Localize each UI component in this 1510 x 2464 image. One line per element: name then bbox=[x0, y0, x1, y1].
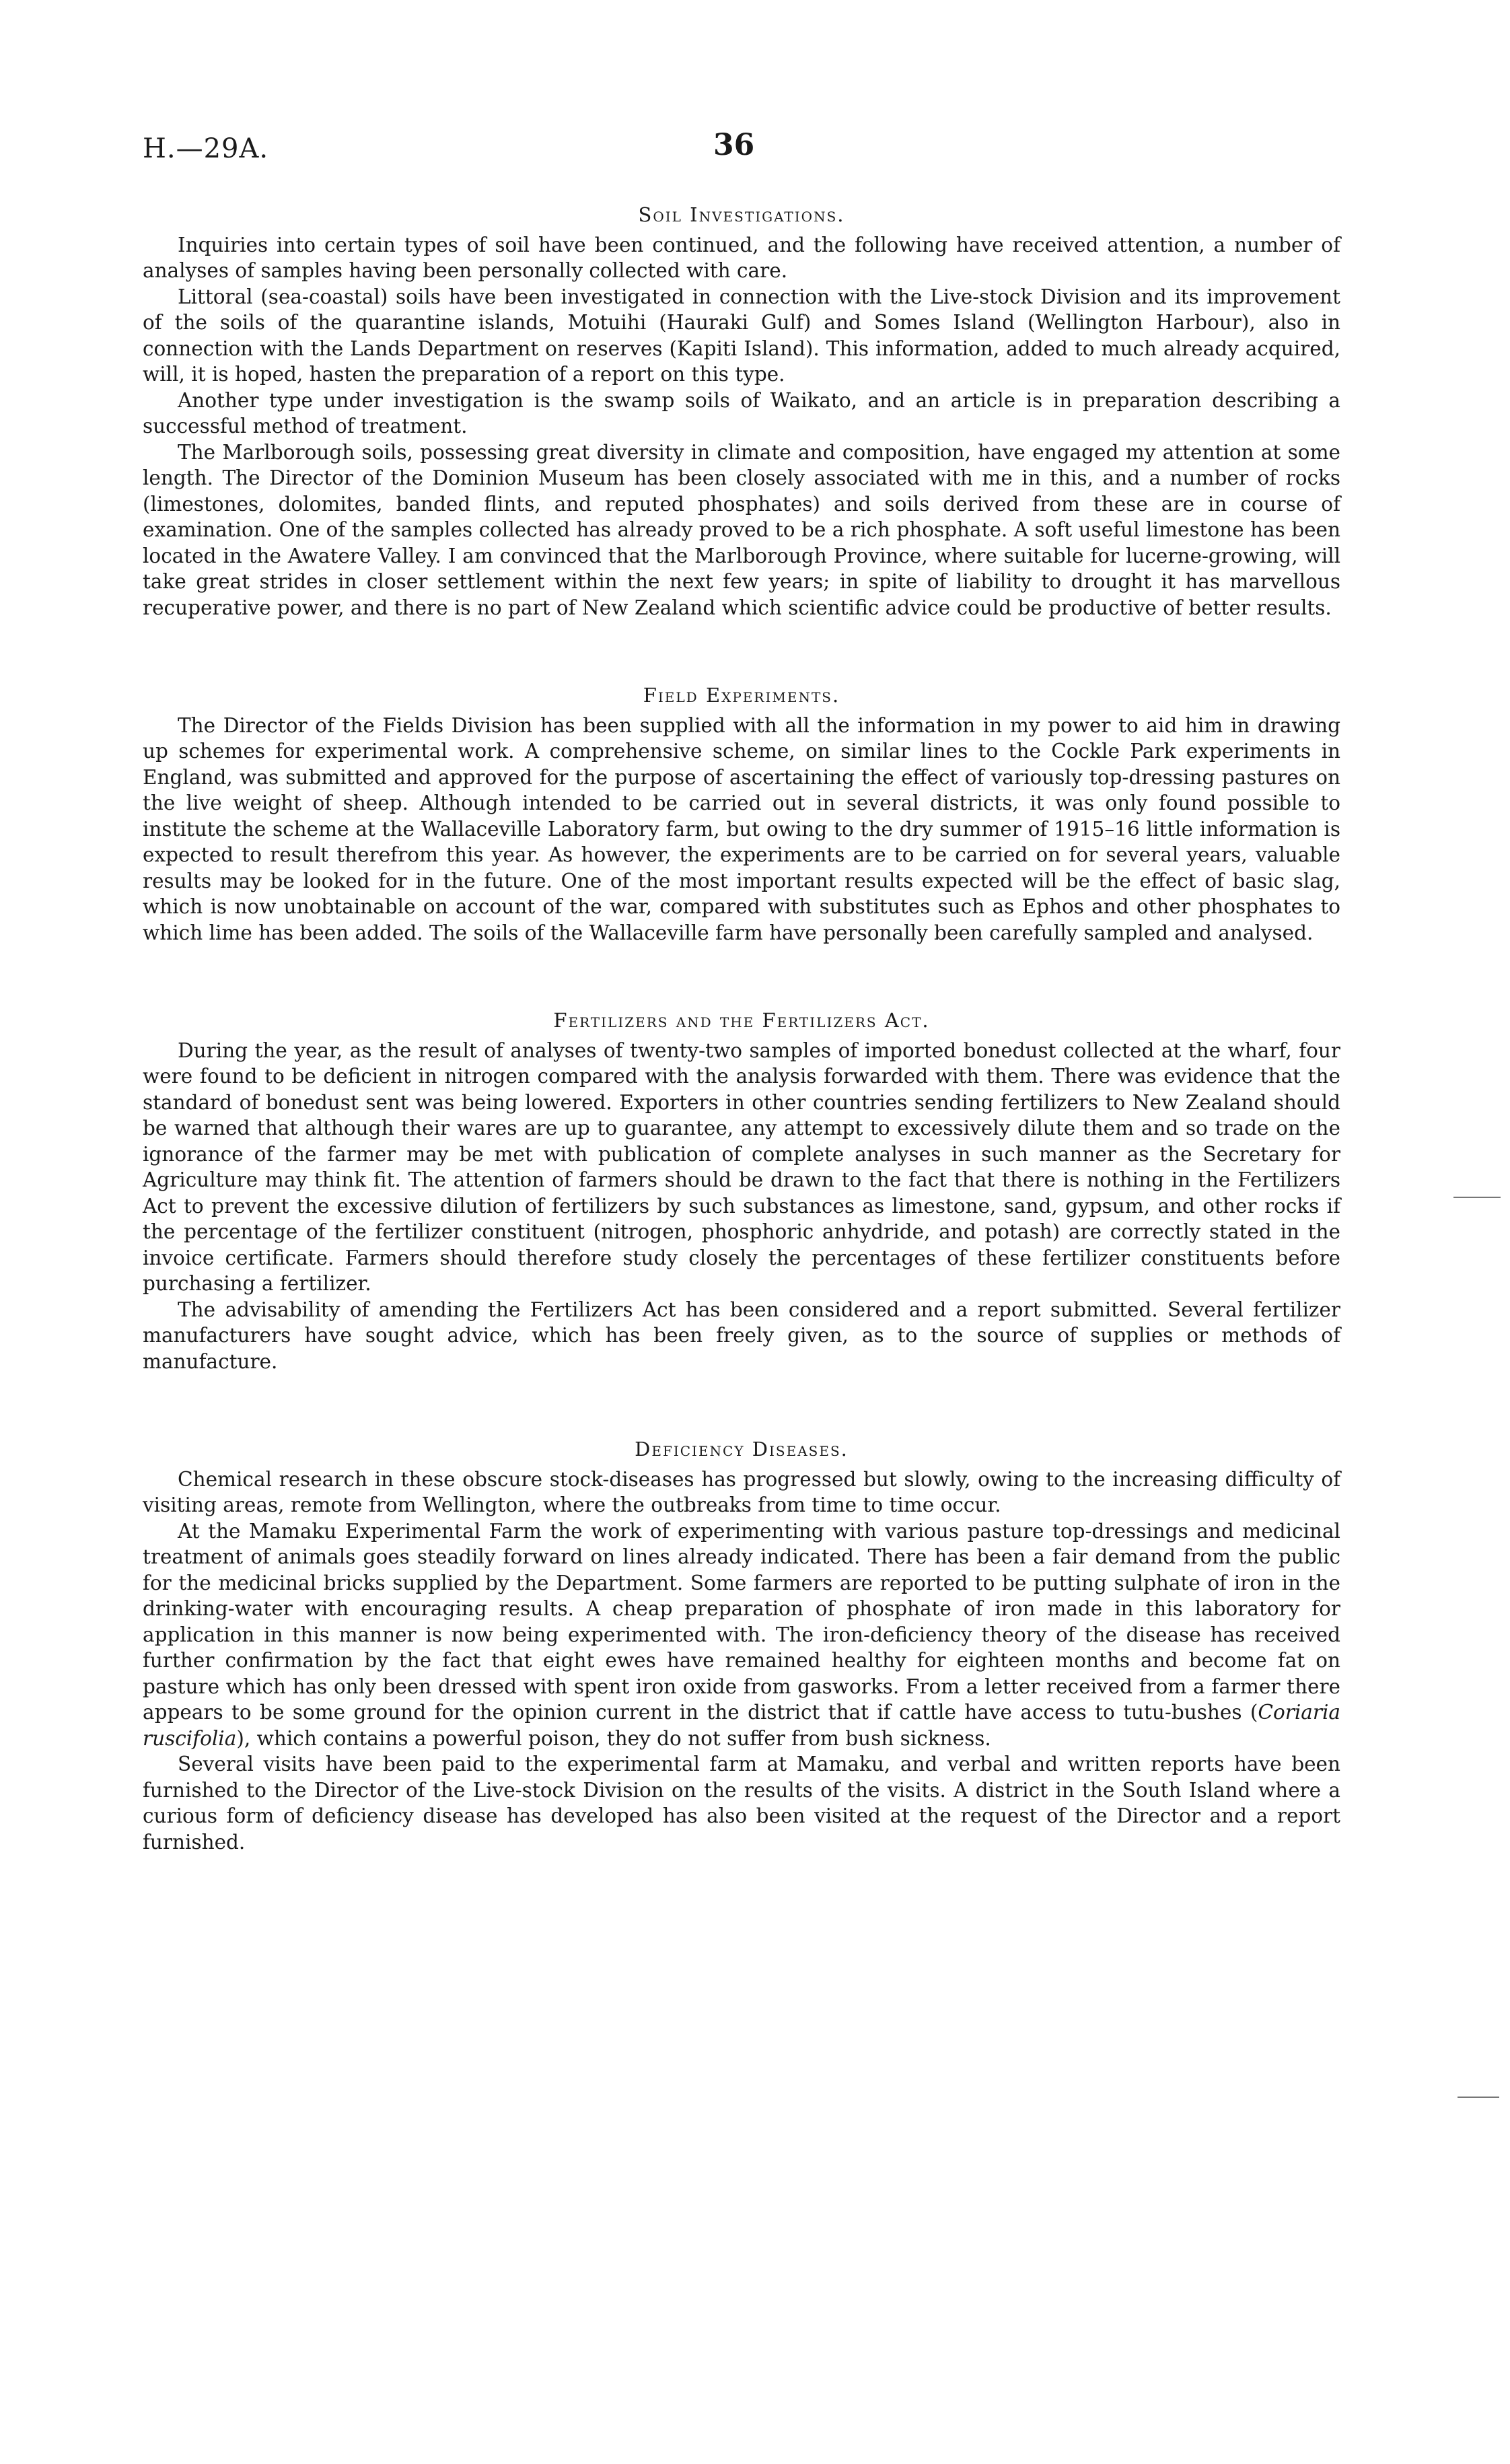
paragraph bbox=[143, 1518, 1340, 1752]
paragraph-text-continued: ), which contains a powerful poison, they do not suffer from bush sickness. bbox=[236, 1726, 991, 1750]
paragraph: Several visits have been paid to the experimental farm at Mamaku, and verbal and written reports have been furnished to the Director of the Live-stock Division on the results of the visits. A district in the South Island where a curious form of deficiency disease has developed has also been visited at the request of the Director and a report furnished. bbox=[143, 1753, 1340, 1854]
paragraph: The Director of the Fields Division has been supplied with all the information in my power to aid him in drawing up schemes for experimental work. A comprehensive scheme, on similar lines to the Cockle Park experiments in England, was submitted and approved for the purpose of ascertaining the effect of variously top-dressing pastures on the live weight of sheep. Although intended to be carried out in several districts, it was only found possible to institute the scheme at the Wallaceville Laboratory farm, but owing to the dry summer of 1915–16 little information is expected to result therefrom this year. As however, the experiments are to be carried on for several years, valuable results may be looked for in the future. One of the most important results expected will be the effect of basic slag, which is now unobtainable on account of the war, compared with substitutes such as Ephos and other phosphates to which lime has been added. The soils of the Wallaceville farm have personally been carefully sampled and analysed. bbox=[143, 713, 1340, 944]
section-fertilizers-act bbox=[143, 1008, 1340, 1374]
section-heading: Soil Investigations. bbox=[638, 203, 845, 226]
section-field-experiments bbox=[143, 682, 1340, 946]
document-reference: H.—29A. bbox=[143, 133, 269, 164]
paragraph: Inquiries into certain types of soil have been continued, and the following have received attention, a number of analyses of samples having been personally collected with care. bbox=[143, 233, 1340, 282]
section-heading: Deficiency Diseases. bbox=[635, 1438, 849, 1460]
section-deficiency-diseases bbox=[143, 1436, 1340, 1855]
margin-mark bbox=[1458, 2097, 1499, 2098]
paragraph: Littoral (sea-coastal) soils have been investigated in connection with the Live-stock Division and its improvement of the soils of the quarantine islands, Motuihi (Hauraki Gulf) and Somes Island (Wellington Harbour), also in connection with the Lands Department on reserves (Kapiti Island). This information, added to much already acquired, will, it is hoped, hasten the preparation of a report on this type. bbox=[143, 285, 1340, 386]
page-body bbox=[143, 202, 1340, 1855]
paragraph-text: At the Mamaku Experimental Farm the work of experimenting with various pasture top-dressings and medicinal treatment of animals goes steadily forward on lines already indicated. There has been a fair demand from the public for the medicinal bricks supplied by the Department. Some farmers are reported to be putting sulphate of iron in the drinking-water with encouraging results. A cheap preparation of phosphate of iron made in this laboratory for application in this manner is now being experimented with. The iron-deficiency theory of the disease has received further confirmation by the fact that eight ewes have remained healthy for eighteen months and become fat on pasture which has only been dressed with spent iron oxide from gasworks. From a letter received from a farmer there appears to be some ground for the opinion current in the district that if cattle have access to tutu-bushes ( bbox=[143, 1519, 1340, 1724]
paragraph: During the year, as the result of analyses of twenty-two samples of imported bonedust collected at the wharf, four were found to be deficient in nitrogen compared with the analysis forwarded with them. There was evidence that the standard of bonedust sent was being lowered. Exporters in other countries sending fertilizers to New Zealand should be warned that although their wares are up to guarantee, any attempt to excessively dilute them and so trade on the ignorance of the farmer may be met with publication of complete analyses in such manner as the Secretary for Agriculture may think fit. The attention of farmers should be drawn to the fact that there is nothing in the Fertilizers Act to prevent the excessive dilution of fertilizers by such substances as limestone, sand, gypsum, and other rocks if the percentage of the fertilizer constituent (nitrogen, phosphoric anhydride, and potash) are correctly stated in the invoice certificate. Farmers should therefore study closely the percentages of these fertilizer constituents before purchasing a fertilizer. bbox=[143, 1039, 1340, 1295]
page-number: 36 bbox=[713, 128, 755, 162]
paragraph: The advisability of amending the Fertilizers Act has been considered and a report submitted. Several fertilizer manufacturers have sought advice, which has been freely given, as to the source of supplies or methods of manufacture. bbox=[143, 1298, 1340, 1373]
margin-mark bbox=[1453, 1197, 1501, 1198]
section-heading: Field Experiments. bbox=[643, 684, 840, 707]
paragraph: The Marlborough soils, possessing great diversity in climate and composition, have engaged my attention at some length. The Director of the Dominion Museum has been closely associated with me in this, and a number of rocks (limestones, dolomites, banded flints, and reputed phosphates) and soils derived from these are in course of examination. One of the samples collected has already proved to be a rich phosphate. A soft useful limestone has been located in the Awatere Valley. I am convinced that the Marlborough Province, where suitable for lucerne-growing, will take great strides in closer settlement within the next few years; in spite of liability to drought it has marvellous recuperative power, and there is no part of New Zealand which scientific advice could be productive of better results. bbox=[143, 440, 1340, 619]
section-heading: Fertilizers and the Fertilizers Act. bbox=[553, 1009, 930, 1032]
paragraph: Another type under investigation is the swamp soils of Waikato, and an article is in preparation describing a successful method of treatment. bbox=[143, 388, 1340, 437]
paragraph: Chemical research in these obscure stock-diseases has progressed but slowly, owing to the increasing difficulty of visiting areas, remote from Wellington, where the outbreaks from time to time occur. bbox=[143, 1467, 1340, 1516]
species-name: Coriaria ruscifolia bbox=[143, 1701, 1340, 1750]
section-soil-investigations bbox=[143, 202, 1340, 621]
